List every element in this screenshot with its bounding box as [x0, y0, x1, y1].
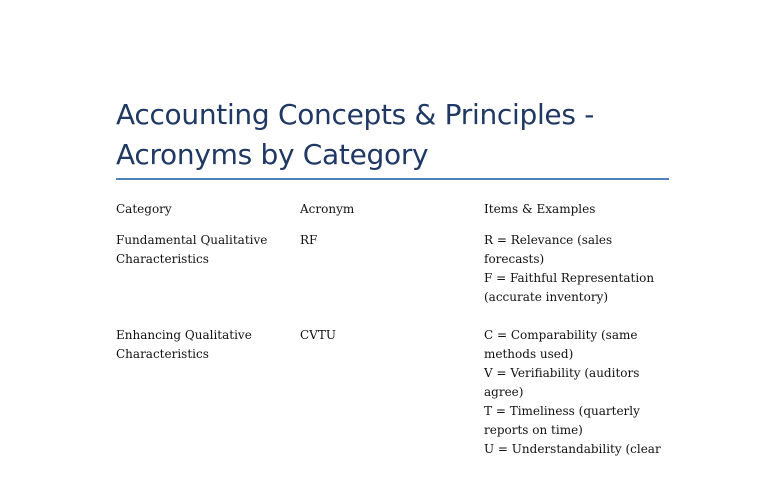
item-line: V = Verifiability (auditors agree): [484, 366, 640, 399]
header-acronym: Acronym: [300, 202, 355, 216]
row-acronym: CVTU: [300, 328, 336, 342]
row-category: Enhancing Qualitative Characteristics: [116, 328, 252, 361]
row-category: Fundamental Qualitative Characteristics: [116, 233, 268, 266]
item-line: U = Understandability (clear: [484, 442, 661, 456]
item-line: C = Comparability (same methods used): [484, 328, 638, 361]
table-row: [116, 231, 676, 326]
table-header-row: [116, 200, 676, 231]
document-title: Accounting Concepts & Principles - Acronyms by Category: [116, 98, 595, 171]
item-line: F = Faithful Representation (accurate inventory): [484, 271, 655, 304]
row-items: [484, 326, 664, 459]
row-items: [484, 231, 664, 307]
title-divider: [116, 178, 669, 180]
acronym-table: [116, 200, 676, 478]
header-category: Category: [116, 202, 172, 216]
row-acronym: RF: [300, 233, 318, 247]
item-line: T = Timeliness (quarterly reports on time): [484, 404, 640, 437]
header-items: Items & Examples: [484, 202, 596, 216]
table-row: [116, 326, 676, 478]
item-line: R = Relevance (sales forecasts): [484, 233, 613, 266]
